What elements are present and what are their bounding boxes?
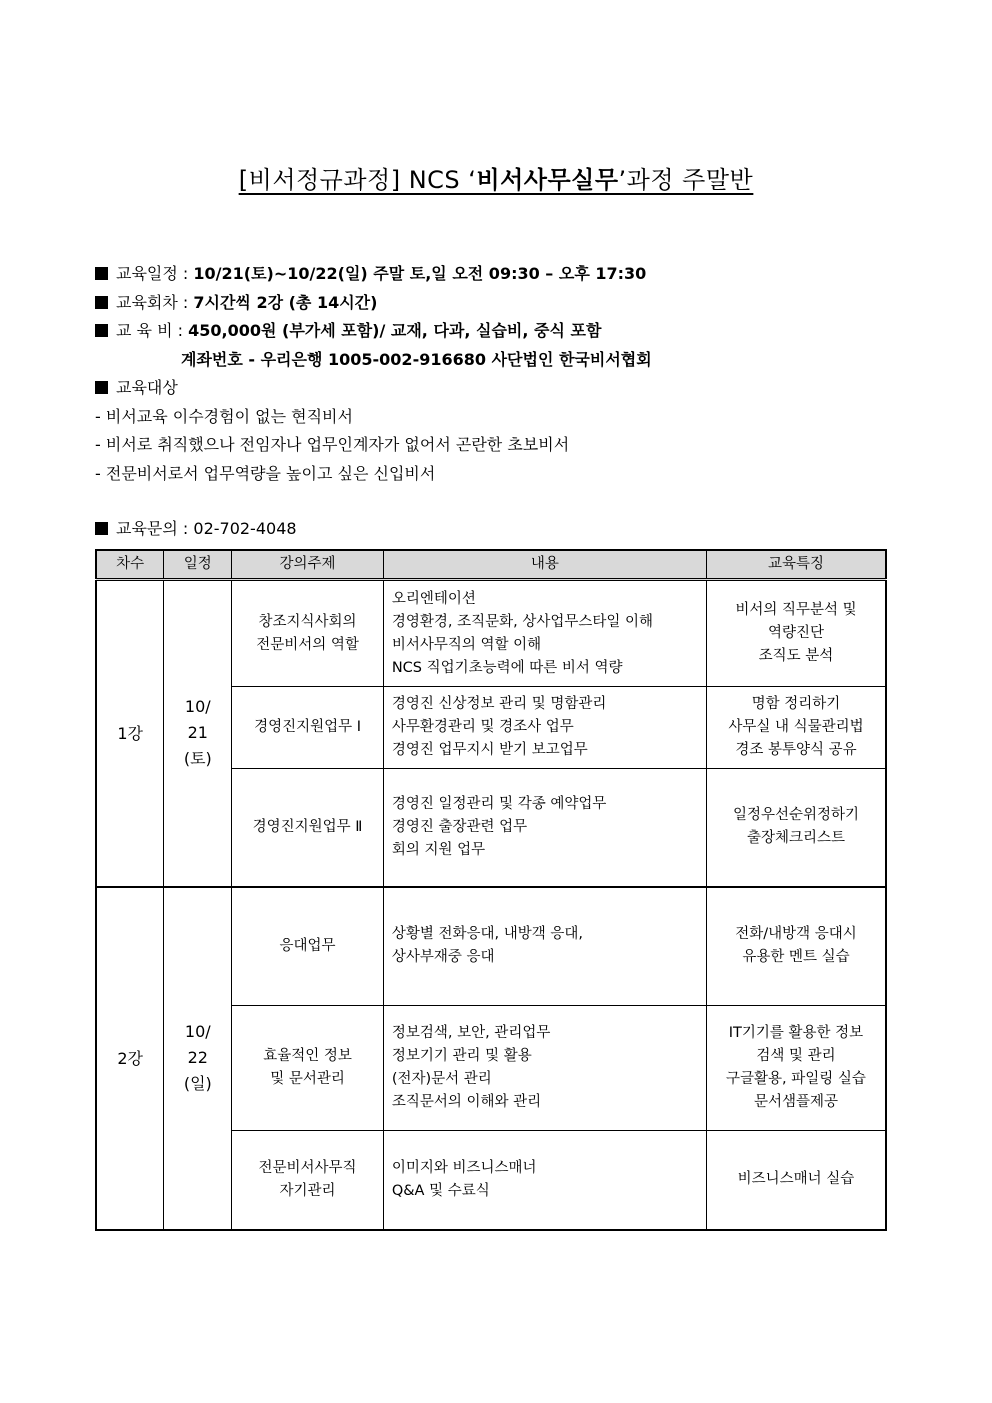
topic-cell-line: 및 문서관리 xyxy=(270,1071,345,1087)
schedule-line: 교육일정 : 10/21(토)~10/22(일) 주말 토,일 오전 09:30 – 오후 17:30 xyxy=(95,260,652,289)
session-date-line: (토) xyxy=(183,749,212,769)
session-date xyxy=(164,580,232,887)
content-cell xyxy=(383,1131,706,1230)
feature-cell-line: 유용한 멘트 실습 xyxy=(742,949,850,966)
feature-cell-line: 일정우선순위정하기 xyxy=(732,807,859,824)
topic-cell-line: 효율적인 정보 xyxy=(263,1048,352,1064)
content-cell-line: 경영진 일정관리 및 각종 예약업무 xyxy=(391,795,607,812)
content-cell-line: 비서사무직의 역할 이해 xyxy=(391,636,542,653)
topic-cell xyxy=(232,769,384,887)
content-cell-line: 상사부재중 응대 xyxy=(391,949,495,966)
feature-cell xyxy=(706,580,886,687)
topic-cell-line: 창조지식사회의 xyxy=(258,613,357,630)
session-date xyxy=(164,887,232,1230)
content-cell-line: 사무환경관리 및 경조사 업무 xyxy=(391,719,574,735)
account-line: 계좌번호 - 우리은행 1005-002-916680 사단법인 한국비서협회 xyxy=(181,349,652,369)
session-date-line: (일) xyxy=(183,1074,212,1093)
topic-cell xyxy=(232,1006,384,1131)
contact-line: 교육문의 : 02-702-4048 xyxy=(95,516,297,539)
topic-cell-line: 자기관리 xyxy=(279,1182,336,1199)
sessions-line: 교육회차 : 7시간씩 2강 (총 14시간) xyxy=(95,289,652,318)
header-date: 일정 xyxy=(164,550,232,580)
feature-cell-line: 구글활용, 파일링 실습 xyxy=(726,1071,866,1087)
topic-cell xyxy=(232,887,384,1006)
session-date-line: 10/ xyxy=(184,1022,211,1041)
feature-cell-line: 비서의 직무분석 및 xyxy=(735,602,857,618)
feature-cell-line: 문서샘플제공 xyxy=(753,1094,838,1110)
target-item: - 비서교육 이수경험이 없는 현직비서 xyxy=(95,406,353,426)
bullet-square-icon xyxy=(95,522,108,535)
feature-cell xyxy=(706,1131,886,1230)
topic-cell-line: 응대업무 xyxy=(279,937,336,954)
content-cell-line: 상황별 전화응대, 내방객 응대, xyxy=(391,926,583,943)
header-content: 내용 xyxy=(383,550,706,580)
content-cell xyxy=(383,769,706,887)
content-cell-line: 이미지와 비즈니스매너 xyxy=(391,1159,537,1176)
feature-cell xyxy=(706,887,886,1006)
content-cell xyxy=(383,887,706,1006)
feature-cell-line: 전화/내방객 응대시 xyxy=(735,926,857,943)
topic-cell-line: 전문비서의 역할 xyxy=(256,636,359,653)
course-info xyxy=(95,260,652,488)
table-row xyxy=(96,887,886,1006)
bullet-square-icon xyxy=(95,324,108,337)
curriculum-table xyxy=(95,549,887,1231)
feature-cell-line: 비즈니스매너 실습 xyxy=(737,1171,855,1188)
session-label: 2강 xyxy=(96,887,164,1230)
content-cell xyxy=(383,1006,706,1131)
content-cell-line: NCS 직업기초능력에 따른 비서 역량 xyxy=(391,659,623,676)
target-heading: 교육대상 xyxy=(95,374,652,403)
topic-cell-line: 경영진지원업무 Ⅰ xyxy=(254,719,361,735)
content-cell-line: 정보검색, 보안, 관리업무 xyxy=(391,1025,551,1041)
feature-cell-line: 경조 봉투양식 공유 xyxy=(735,742,857,758)
bullet-square-icon xyxy=(95,267,108,280)
topic-cell-line: 전문비서사무직 xyxy=(258,1159,357,1176)
table-body xyxy=(96,580,886,1230)
feature-cell-line: 조직도 분석 xyxy=(758,648,834,664)
table-row xyxy=(96,580,886,687)
content-cell-line: 정보기기 관리 및 활용 xyxy=(391,1048,532,1064)
content-cell-line: (전자)문서 관리 xyxy=(391,1071,492,1087)
page-title: [비서정규과정] NCS ‘비서사무실무’과정 주말반 xyxy=(238,166,754,194)
topic-cell xyxy=(232,1131,384,1230)
fee-line: 교 육 비 : 450,000원 (부가세 포함)/ 교재, 다과, 실습비, 중식 포함 xyxy=(95,317,652,346)
feature-cell-line: 검색 및 관리 xyxy=(756,1048,836,1064)
session-date-line: 22 xyxy=(187,1048,208,1067)
session-date-line: 10/ xyxy=(184,697,211,717)
feature-cell xyxy=(706,769,886,887)
topic-cell xyxy=(232,580,384,687)
content-cell-line: 경영진 출장관련 업무 xyxy=(391,818,528,835)
target-item: - 비서로 취직했으나 전임자나 업무인계자가 없어서 곤란한 초보비서 xyxy=(95,435,570,454)
content-cell-line: 오리엔테이션 xyxy=(391,590,476,607)
bullet-square-icon xyxy=(95,381,108,394)
feature-cell-line: 명함 정리하기 xyxy=(751,696,841,712)
content-cell-line: 경영진 신상정보 관리 및 명함관리 xyxy=(391,696,607,712)
content-cell-line: 경영진 업무지시 받기 보고업무 xyxy=(391,742,588,758)
topic-cell xyxy=(232,687,384,769)
feature-cell-line: IT기기를 활용한 정보 xyxy=(728,1025,864,1041)
content-cell-line: 경영환경, 조직문화, 상사업무스타일 이해 xyxy=(391,613,653,630)
feature-cell-line: 역량진단 xyxy=(767,625,824,641)
content-cell-line: 회의 지원 업무 xyxy=(391,841,486,858)
table-header-row xyxy=(96,550,886,580)
header-feature: 교육특징 xyxy=(706,550,886,580)
session-date-line: 21 xyxy=(187,723,208,743)
bullet-square-icon xyxy=(95,296,108,309)
feature-cell xyxy=(706,1006,886,1131)
content-cell xyxy=(383,687,706,769)
header-session: 차수 xyxy=(96,550,164,580)
feature-cell-line: 출장체크리스트 xyxy=(746,830,845,847)
target-item: - 전문비서로서 업무역량을 높이고 싶은 신입비서 xyxy=(95,463,436,483)
topic-cell-line: 경영진지원업무 Ⅱ xyxy=(252,818,363,835)
content-cell-line: Q&A 및 수료식 xyxy=(391,1182,490,1199)
content-cell xyxy=(383,580,706,687)
content-cell-line: 조직문서의 이해와 관리 xyxy=(391,1094,542,1110)
header-topic: 강의주제 xyxy=(232,550,384,580)
feature-cell xyxy=(706,687,886,769)
session-label: 1강 xyxy=(96,580,164,887)
feature-cell-line: 사무실 내 식물관리법 xyxy=(728,719,864,735)
